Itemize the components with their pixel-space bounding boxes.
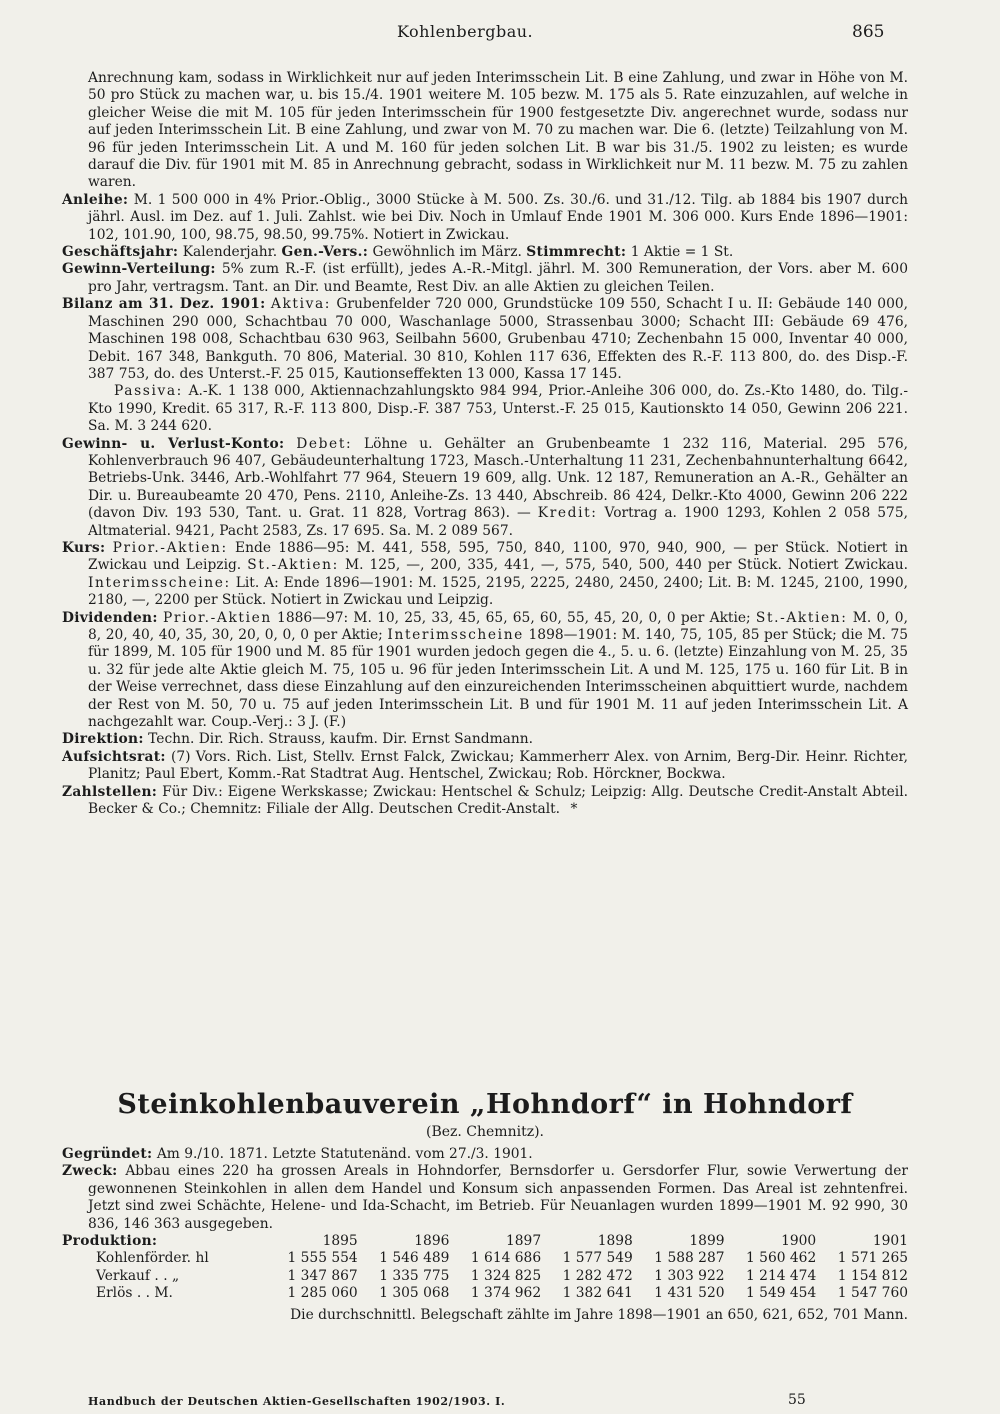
page-number: 865 xyxy=(852,22,885,42)
kredit-text: Vortrag a. 1900 1293, Kohlen 2 058 575, Altmaterial. 9421, Pacht 2583, Zs. 17 695. Sa. M. 2 089 567. xyxy=(88,505,909,539)
value-cell: 1 571 265 xyxy=(837,1250,908,1267)
bilanz-label: Bilanz am 31. Dez. 1901: xyxy=(62,296,266,313)
geschaeftsjahr-text: Kalenderjahr. xyxy=(182,244,278,261)
company-details xyxy=(62,1146,908,1233)
value-cell: 1 303 922 xyxy=(654,1267,725,1284)
production-header-row xyxy=(62,1233,908,1250)
value-cell: 1 549 454 xyxy=(746,1285,817,1302)
value-cell: 1 335 775 xyxy=(379,1267,450,1284)
kurs-interim-label: Interimsscheine: xyxy=(88,574,231,591)
div-st-label: St.-Aktien: xyxy=(755,609,848,626)
aufsichtsrat-text: (7) Vors. Rich. List, Stellv. Ernst Falck, Zwickau; Kammerherr Alex. von Arnim, Berg-Dir. Heinr. Richter, Planitz; Paul Ebert, Komm.-Rat Stadtrat Aug. Hentschel, Zwickau; Rob. Hörckner, Bockwa. xyxy=(88,748,908,783)
value-cell: 1 154 812 xyxy=(837,1267,908,1284)
workforce-note: Die durchschnittl. Belegschaft zählte im Jahre 1898—1901 an 650, 621, 652, 701 Mann. xyxy=(290,1306,908,1323)
value-cell: 1 347 867 xyxy=(287,1267,358,1284)
kurs-prior-text: Ende 1886—95: M. 441, 558, 595, 750, 840, 1100, 970, 940, 900, — per Stück. Notiert in Zwickau und Leipzig. xyxy=(88,539,908,574)
gegruendet-label: Gegründet: xyxy=(62,1146,153,1162)
gegruendet-text: Am 9./10. 1871. Letzte Statutenänd. vom 27./3. 1901. xyxy=(156,1146,533,1162)
genvers-text: Gewöhnlich im März. xyxy=(372,244,522,261)
kredit-label: Kredit: xyxy=(537,505,598,522)
year-cell: 1901 xyxy=(872,1233,908,1250)
dividenden-entry xyxy=(62,610,908,732)
kurs-entry xyxy=(62,540,908,610)
value-cell: 1 560 462 xyxy=(746,1250,817,1267)
row-label: Erlös . . M. xyxy=(96,1285,173,1302)
guv-label: Gewinn- u. Verlust-Konto: xyxy=(62,435,285,452)
table-row xyxy=(62,1268,908,1285)
passiva-text: A.-K. 1 138 000, Aktiennachzahlungskto 984 994, Prior.-Anleihe 306 000, do. Zs.-Kto 1480, do. Tilg.-Kto 1990, Kredit. 65 317, R.-F. 113 800, Disp.-F. 387 753, Unterst.-F. 25 015, Kautionskto 14 050, Gewinn 206 221. Sa. M. 3 244 620. xyxy=(88,383,908,435)
signature-mark: 55 xyxy=(788,1392,806,1408)
aufsichtsrat-entry xyxy=(62,749,908,784)
zweck-label: Zweck: xyxy=(62,1163,118,1180)
geschaeftsjahr-entry xyxy=(62,244,908,261)
value-cell: 1 577 549 xyxy=(562,1250,633,1267)
value-cell: 1 324 825 xyxy=(470,1267,542,1284)
direktion-text: Techn. Dir. Rich. Strauss, kaufm. Dir. Ernst Sandmann. xyxy=(148,731,534,748)
kurs-interim-text: Lit. A: Ende 1896—1901: M. 1525, 2195, 2225, 2480, 2450, 2400; Lit. B: M. 1245, 2100, 1990, 2180, —, 2200 per Stück. Notiert in Zwickau und Leipzig. xyxy=(88,574,908,609)
aufsichtsrat-label: Aufsichtsrat: xyxy=(62,748,166,765)
table-row xyxy=(62,1250,908,1267)
footer-publication: Handbuch der Deutschen Aktien-Gesellschaften 1902/1903. I. xyxy=(88,1395,506,1408)
value-cell: 1 546 489 xyxy=(379,1250,450,1267)
company-entry-hohndorf xyxy=(62,1088,908,1324)
zahlstellen-entry xyxy=(62,784,908,819)
kurs-prior-label: Prior.-Aktien: xyxy=(112,539,228,556)
row-label: Verkauf . . „ xyxy=(96,1267,180,1284)
gewinnverteilung-text: 5% zum R.-F. (ist erfüllt), jedes A.-R.-Mitgl. jährl. M. 300 Remuneration, der Vors. aber M. 600 pro Jahr, vertragsm. Tant. an Dir. und Beamte, Rest Div. an alle Aktien zu gleichen Teilen. xyxy=(88,261,908,295)
production-table xyxy=(62,1233,908,1303)
passiva-label: Passiva: xyxy=(114,383,183,400)
zweck-text: Abbau eines 220 ha grossen Areals in Hohndorfer, Bernsdorfer u. Gersdorfer Flur, sowie Verwertung der gewonnenen Steinkohlen in allen dem Handel und Konsum sich anpassenden Formen. Das Areal ist zehntenfrei. Jetzt sind zwei Schächte, Helene- und Ida-Schacht, im Betrieb. Für Neuanlagen wurden 1899—1901 M. 92 990, 30 836, 146 363 ausgegeben. xyxy=(88,1163,908,1232)
value-cell: 1 547 760 xyxy=(837,1285,908,1302)
gegruendet-entry xyxy=(62,1146,908,1163)
value-cell: 1 614 686 xyxy=(470,1250,542,1267)
stimmrecht-label: Stimmrecht: xyxy=(526,244,627,261)
running-header xyxy=(0,22,1000,52)
aktiva-text: Grubenfelder 720 000, Grundstücke 109 550, Schacht I u. II: Gebäude 140 000, Maschinen 290 000, Schachtbau 70 000, Waschanlage 5000, Strassenbau 3000; Schacht III: Gebäude 69 476, Maschinen 198 008, Schachtbau 630 963, Seilbahn 5600, Grubenbau 4710; Zechenbahn 15 000, Inventar 40 000, Debit. 167 348, Bankguth. 70 806, Material. 30 810, Kohlen 117 636, Effekten des R.-F. 113 800, do. des Disp.-F. 387 753, do. des Unterst.-F. 25 015, Kautionseffekten 13 000, Kassa 17 145. xyxy=(88,296,909,382)
zweck-entry xyxy=(62,1163,908,1233)
debet-text: Löhne u. Gehälter an Grubenbeamte 1 232 116, Material. 295 576, Kohlenverbrauch 96 407, Gebäudeunterhaltung 1723, Masch.-Unterhaltung 11 231, Zechenbahnunterhaltung 6642, Betriebs-Unk. 3446, Arb.-Wohlfahrt 77 964, Steuern 19 609, allg. Unk. 12 187, Remuneration an A.-R., Gehälter an Dir. u. Bureaubeamte 20 470, Pens. 2110, Anleihe-Zs. 13 440, Abschreib. 86 424, Delkr.-Kto 4000, Gewinn 206 222 (davon Div. 193 530, Tant. u. Grat. 11 828, Vortrag 863). — xyxy=(88,435,908,522)
genvers-label: Gen.-Vers.: xyxy=(281,244,369,261)
page-footer xyxy=(88,1392,908,1413)
gewinnverteilung-label: Gewinn-Verteilung: xyxy=(62,261,216,278)
geschaeftsjahr-label: Geschäftsjahr: xyxy=(62,244,179,261)
bilanz-entry xyxy=(62,296,908,383)
anleihe-label: Anleihe: xyxy=(62,191,129,208)
value-cell: 1 214 474 xyxy=(746,1267,817,1284)
zahlstellen-text: Für Div.: Eigene Werkskasse; Zwickau: Hentschel & Schulz; Leipzig: Allg. Deutsche Credit-Anstalt Abteil. Becker & Co.; Chemnitz: Filiale der Allg. Deutschen Credit-Anstalt. xyxy=(88,783,908,818)
direktion-entry xyxy=(62,731,908,748)
value-cell: 1 305 068 xyxy=(379,1285,450,1302)
kurs-st-label: St.-Aktien: xyxy=(247,557,339,574)
stimmrecht-text: 1 Aktie = 1 St. xyxy=(630,244,734,261)
passiva-paragraph xyxy=(62,383,908,435)
value-cell: 1 588 287 xyxy=(654,1250,725,1267)
year-cell: 1899 xyxy=(689,1233,725,1250)
debet-label: Debet: xyxy=(296,435,353,452)
dividenden-label: Dividenden: xyxy=(62,609,158,626)
anleihe-text: M. 1 500 000 in 4% Prior.-Oblig., 3000 Stücke à M. 500. Zs. 30./6. und 31./12. Tilg. ab 1884 bis 1907 durch jährl. Ausl. im Dez. auf 1. Juli. Zahlst. wie bei Div. Noch in Umlauf Ende 1901 M. 306 000. Kurs Ende 1896—1901: 102, 101.90, 100, 98.75, 98.50, 99.75%. Notiert in Zwickau. xyxy=(88,191,908,243)
guv-entry xyxy=(62,436,908,540)
year-cell: 1898 xyxy=(597,1233,633,1250)
div-prior-text: 1886—97: M. 10, 25, 33, 45, 65, 65, 60, 55, 45, 20, 0, 0 per Aktie; xyxy=(277,609,751,626)
value-cell: 1 431 520 xyxy=(654,1285,725,1302)
value-cell: 1 382 641 xyxy=(562,1285,633,1302)
direktion-label: Direktion: xyxy=(62,731,144,748)
value-cell: 1 374 962 xyxy=(470,1285,542,1302)
div-prior-label: Prior.-Aktien xyxy=(162,609,272,626)
gewinnverteilung-entry xyxy=(62,261,908,296)
year-cell: 1896 xyxy=(414,1233,450,1250)
value-cell: 1 285 060 xyxy=(287,1285,358,1302)
table-row xyxy=(62,1285,908,1302)
zahlstellen-label: Zahlstellen: xyxy=(62,783,158,800)
aktiva-label: Aktiva: xyxy=(270,296,332,313)
company-report-continued xyxy=(62,70,908,818)
anleihe-entry xyxy=(62,192,908,244)
value-cell: 1 282 472 xyxy=(562,1267,633,1284)
year-cell: 1897 xyxy=(505,1233,542,1250)
footnote-star: * xyxy=(570,801,578,818)
kurs-st-text: M. 125, —, 200, 335, 441, —, 575, 540, 500, 440 per Stück. Notiert Zwickau. xyxy=(344,557,908,574)
produktion-label: Produktion: xyxy=(62,1233,158,1250)
company-title: Steinkohlenbauverein „Hohndorf“ in Hohndorf xyxy=(117,1089,853,1120)
div-interim-text: 1898—1901: M. 140, 75, 105, 85 per Stück; die M. 75 für 1899, M. 105 für 1900 und M. 85 für 1901 wurden jedoch gegen die 4., 5. u. 6. (letzte) Einzahlung von M. 25, 35 u. 32 für jede alte Aktie gleich M. 75, 105 u. 96 für jeden Interimsschein Lit. A und M. 125, 175 u. 160 für Lit. B in der Weise verrechnet, dass diese Einzahlung auf den einzureichenden Interimsscheinen abquittiert wurde, nachdem der Rest von M. 50, 70 u. 75 auf jeden Interimsschein Lit. B und für 1901 M. 11 auf jeden Interimsschein Lit. A nachgezahlt war. Coup.-Verj.: 3 J. (F.) xyxy=(88,627,908,731)
year-cell: 1900 xyxy=(781,1233,817,1250)
section-title: Kohlenbergbau. xyxy=(397,22,534,41)
div-interim-label: Interimsscheine xyxy=(387,627,524,643)
intro-paragraph: Anrechnung kam, sodass in Wirklichkeit nur auf jeden Interimsschein Lit. B eine Zahlung, und zwar in Höhe von M. 50 pro Stück zu machen war, u. bis 15./4. 1901 weitere M. 105 bezw. M. 175 als 5. Rate einzuzahlen, auf welche in gleicher Weise die mit M. 105 für jeden Interimsschein für 1900 festgesetzte Div. angerechnet wurde, sodass nur auf jeden Interimsschein Lit. B eine Zahlung, und zwar von M. 70 zu machen war. Die 6. (letzte) Teilzahlung von M. 96 für jeden Interimsschein Lit. A und M. 160 für jeden solchen Lit. B war bis 31./5. 1902 zu leisten; es wurde darauf die Div. für 1901 mit M. 85 in Anrechnung gebracht, sodass in Wirklichkeit nur M. 11 bezw. M. 75 zu zahlen waren. xyxy=(88,70,908,191)
value-cell: 1 555 554 xyxy=(287,1250,358,1267)
year-cell: 1895 xyxy=(322,1233,358,1250)
company-subtitle: (Bez. Chemnitz). xyxy=(425,1124,544,1140)
row-label: Kohlenförder. hl xyxy=(96,1250,209,1267)
div-st-text: M. 0, 0, 8, 20, 40, 40, 35, 30, 20, 0, 0, 0 per Aktie; xyxy=(88,609,908,643)
kurs-label: Kurs: xyxy=(62,539,106,556)
